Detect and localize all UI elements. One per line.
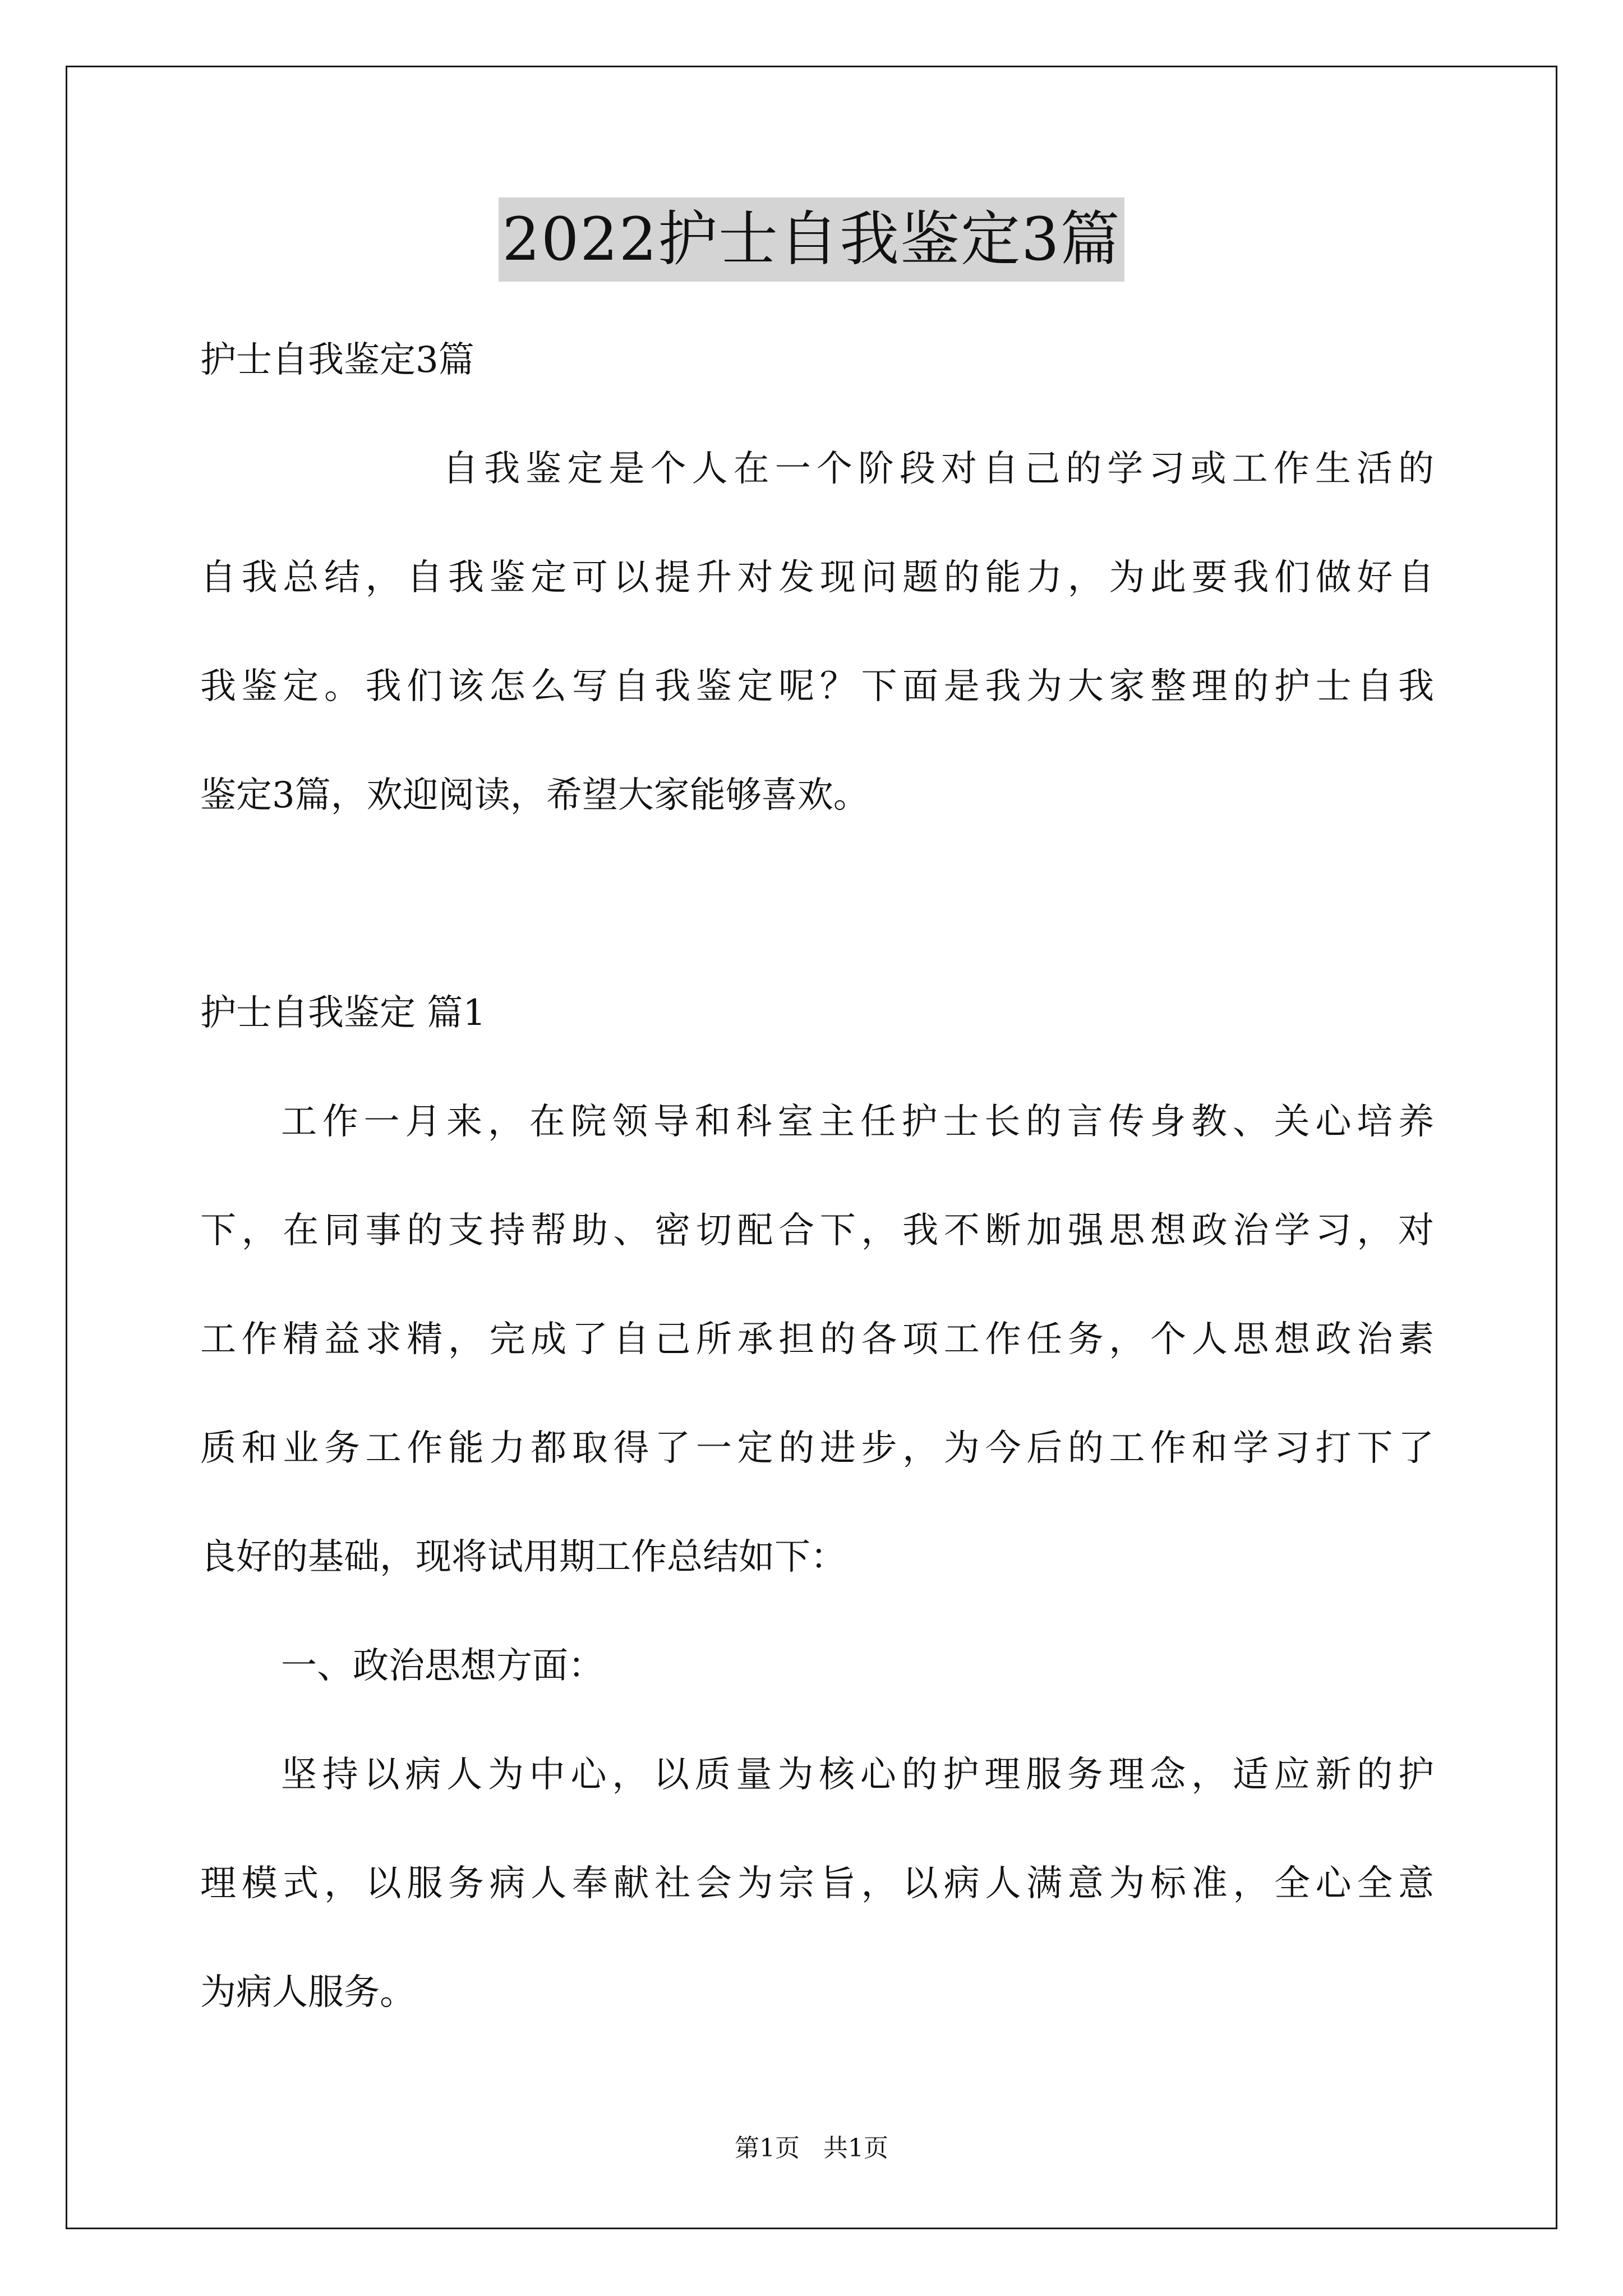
paragraph2-line-2: 理模式，以服务病人奉献社会为宗旨，以病人满意为标准，全心全意: [200, 1863, 1434, 1904]
title-container: [0, 197, 1623, 282]
subtitle: 护士自我鉴定3篇: [200, 339, 474, 381]
section-heading: 护士自我鉴定 篇1: [200, 992, 486, 1034]
page-footer: [0, 2132, 1623, 2165]
paragraph2-line-3: 为病人服务。: [200, 1972, 416, 2013]
paragraph1-line-5: 良好的基础，现将试用期工作总结如下：: [200, 1536, 846, 1578]
page-number-label: 第1页 共1页: [735, 2134, 888, 2162]
intro-line-3: 我鉴定。我们该怎么写自我鉴定呢？下面是我为大家整理的护士自我: [200, 666, 1434, 707]
paragraph2-line-1: 坚持以病人为中心，以质量为核心的护理服务理念，适应新的护: [281, 1754, 1434, 1796]
document-title: 2022护士自我鉴定3篇: [499, 197, 1124, 282]
paragraph1-line-4: 质和业务工作能力都取得了一定的进步，为今后的工作和学习打下了: [200, 1428, 1434, 1469]
item-heading: 一、政治思想方面：: [281, 1645, 604, 1687]
document-body: [200, 306, 1434, 2047]
paragraph1-line-3: 工作精益求精，完成了自己所承担的各项工作任务，个人思想政治素: [200, 1319, 1434, 1360]
intro-line-1: 自我鉴定是个人在一个阶段对自己的学习或工作生活的: [442, 448, 1434, 490]
paragraph1-line-1: 工作一月来，在院领导和科室主任护士长的言传身教、关心培养: [281, 1101, 1434, 1143]
intro-line-2: 自我总结，自我鉴定可以提升对发现问题的能力，为此要我们做好自: [200, 557, 1434, 599]
paragraph1-line-2: 下，在同事的支持帮助、密切配合下，我不断加强思想政治学习，对: [200, 1210, 1434, 1251]
intro-line-4: 鉴定3篇，欢迎阅读，希望大家能够喜欢。: [200, 775, 869, 816]
